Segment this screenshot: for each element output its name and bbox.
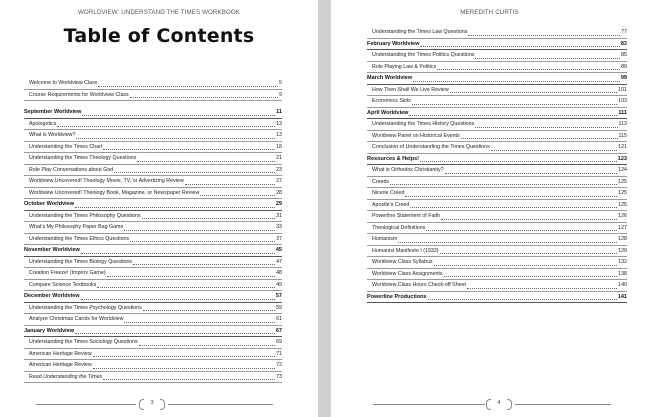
toc-entry-page: 9	[279, 91, 282, 98]
toc-entry	[24, 142, 282, 154]
toc-entry	[367, 177, 627, 189]
toc-entry-title: Role Playing Law & Politics	[372, 63, 437, 70]
toc-entry	[24, 257, 282, 269]
toc-entry-page: 11	[276, 109, 282, 115]
toc-entry	[24, 222, 282, 234]
toc-entry-page: 37	[276, 235, 282, 242]
toc-entry	[367, 96, 627, 108]
toc-entry-page: 67	[275, 327, 282, 334]
dot-leader	[390, 183, 617, 185]
toc-entry-page: 121	[618, 144, 627, 150]
running-head: WORLDVIEW: UNDERSTAND THE TIMES WORKBOOK	[77, 9, 241, 16]
toc-entry	[24, 153, 282, 165]
toc-list	[367, 27, 627, 303]
toc-section-heading	[367, 292, 627, 304]
toc-entry	[367, 119, 627, 131]
dot-leader	[441, 218, 617, 220]
toc-entry	[367, 234, 627, 246]
dot-leader	[467, 287, 617, 289]
dot-leader	[450, 91, 618, 93]
dot-leader	[93, 367, 275, 369]
toc-entry	[24, 280, 282, 292]
toc-entry-title: Compare Science Textbooks	[29, 281, 97, 288]
dot-leader	[475, 57, 620, 59]
dot-leader	[200, 194, 275, 196]
toc-entry	[24, 234, 282, 246]
toc-entry	[24, 90, 282, 102]
dot-leader	[428, 298, 617, 300]
toc-entry-page: 72	[276, 362, 282, 368]
toc-entry-page: 77	[621, 29, 627, 35]
toc-entry-page: 29	[275, 201, 282, 207]
toc-entry	[367, 165, 627, 177]
toc-section-heading	[24, 107, 282, 119]
dot-leader	[93, 355, 275, 357]
toc-entry-title: February Worldview	[367, 40, 420, 47]
page-number: 3	[139, 398, 165, 409]
dot-leader	[461, 137, 618, 139]
toc-entry	[367, 269, 627, 281]
toc-entry-title: What’s My Philosophy Paper Bag Game	[29, 224, 124, 230]
toc-entry-title: Creeds	[372, 178, 390, 185]
toc-entry-page: 129	[618, 247, 627, 254]
dot-leader	[440, 252, 618, 254]
toc-entry-page: 18	[276, 143, 282, 150]
toc-entry-title: October Worldview	[24, 201, 75, 207]
toc-entry-title: Humanism	[372, 236, 398, 242]
toc-entry	[24, 211, 282, 223]
toc-entry-title: Creation Freeze! (Improv Game)	[29, 270, 106, 276]
dot-leader	[107, 275, 276, 277]
dot-leader	[133, 263, 275, 265]
toc-entry-page: 99	[620, 75, 627, 81]
dot-leader	[437, 68, 620, 70]
dot-leader	[468, 34, 620, 36]
toc-entry-title: Understanding the Times Philosophy Questions	[29, 212, 141, 219]
toc-entry-page: 141	[617, 293, 627, 300]
toc-entry-page: 89	[621, 63, 627, 70]
dot-leader	[420, 45, 619, 47]
dot-leader	[491, 149, 617, 151]
dot-leader	[426, 229, 617, 231]
toc-entry-page: 23	[276, 166, 282, 173]
toc-entry-page: 126	[618, 213, 627, 219]
left-page	[0, 0, 318, 417]
toc-entry	[367, 142, 627, 154]
toc-entry-title-prefix: Read	[29, 373, 44, 380]
toc-entry-title: Understanding the Times Psychology Questions	[29, 304, 142, 311]
toc-entry	[24, 337, 282, 349]
toc-entry	[367, 131, 627, 143]
toc-entry-title	[29, 372, 102, 383]
toc-entry-title: Apologetics	[29, 120, 57, 127]
dot-leader	[409, 114, 617, 116]
running-head: MEREDITH CURTIS	[460, 9, 519, 16]
toc-section-heading	[367, 39, 627, 51]
toc-entry-title: September Worldview	[24, 109, 82, 115]
toc-entry	[24, 188, 282, 200]
dot-leader	[81, 298, 275, 300]
page-number: 4	[486, 398, 512, 409]
dot-leader	[57, 125, 275, 127]
toc-entry-title: December Worldview	[24, 293, 80, 299]
dot-leader	[103, 148, 275, 150]
toc-entry	[367, 200, 627, 212]
footer-rule-right	[515, 404, 611, 405]
toc-entry	[24, 130, 282, 142]
toc-entry-title: Understanding the Times Theology Questions	[29, 155, 137, 161]
toc-entry-page: 101	[618, 86, 627, 93]
dot-leader	[124, 321, 275, 323]
toc-entry-title: Worldview Class Hours Check-off Sheet	[372, 282, 467, 288]
toc-entry-title: Worldview Uncovered! Theology Book, Magazine, or Newspaper Review	[29, 189, 200, 196]
toc-section-heading	[24, 245, 282, 257]
page-footer	[0, 398, 318, 410]
toc-entry-page: 59	[276, 304, 282, 311]
toc-entry-page: 21	[276, 155, 282, 161]
toc-entry	[367, 27, 627, 39]
toc-entry	[24, 78, 282, 90]
toc-entry	[24, 268, 282, 280]
dot-leader	[410, 206, 617, 208]
toc-entry-page: 140	[618, 282, 627, 288]
toc-entry-page: 31	[276, 212, 282, 219]
toc-entry	[367, 223, 627, 235]
toc-entry-title: American Heritage Review	[29, 350, 92, 357]
toc-section-heading	[24, 291, 282, 303]
toc-entry-page: 47	[276, 258, 282, 265]
toc-entry-title: How Then Shall We Live Review	[372, 86, 449, 93]
dot-leader	[76, 137, 275, 139]
toc-entry	[24, 119, 282, 131]
dot-leader	[137, 160, 275, 162]
dot-leader	[412, 103, 617, 105]
dot-leader	[413, 80, 620, 82]
toc-entry-page: 127	[618, 224, 627, 231]
toc-section-heading	[367, 73, 627, 85]
toc-entry-page: 13	[276, 120, 282, 127]
toc-entry-page: 71	[276, 350, 282, 357]
toc-entry	[24, 165, 282, 177]
toc-entry-title: Understanding the Times Law Questions	[372, 29, 468, 35]
toc-entry	[24, 360, 282, 372]
toc-entry-title: Humanist Manifesto I (1933)	[372, 247, 439, 254]
toc-entry-title: Understanding the Times Sociology Questions	[29, 339, 138, 345]
toc-entry-title: Worldview Uncovered! Theology Movie, TV, or Advertizing Review	[29, 178, 184, 184]
toc-entry-title: Powerline Statement of Faith	[372, 213, 441, 219]
toc-entry-page: 115	[618, 132, 627, 139]
toc-entry	[367, 188, 627, 200]
toc-entry-page: 33	[276, 224, 282, 230]
toc-entry-page: 69	[276, 339, 282, 345]
toc-entry	[24, 314, 282, 326]
toc-entry-title: Role Play Conversations about God	[29, 166, 114, 173]
dot-leader	[81, 252, 275, 254]
toc-entry	[24, 176, 282, 188]
toc-entry	[24, 372, 282, 384]
toc-entry-title: What is Orthodox Christianity?	[372, 167, 444, 173]
footer-rule-left	[373, 404, 485, 405]
toc-section-heading	[24, 199, 282, 211]
toc-entry	[367, 257, 627, 269]
toc-entry-title: Resources & Helps!	[367, 155, 419, 162]
toc-entry-title: April Worldview	[367, 109, 409, 116]
dot-leader	[97, 286, 275, 288]
dot-leader	[142, 217, 276, 219]
toc-entry-page: 13	[276, 132, 282, 138]
toc-section-heading	[367, 108, 627, 120]
dot-leader	[444, 275, 618, 277]
toc-entry-title: Theological Definitions	[372, 224, 426, 231]
toc-entry-page: 48	[276, 270, 282, 276]
toc-entry	[367, 50, 627, 62]
toc-list	[24, 78, 282, 383]
toc-entry-title: Understanding the Times Biology Questions	[29, 258, 133, 265]
toc-entry	[367, 85, 627, 97]
toc-entry	[24, 303, 282, 315]
toc-entry	[367, 62, 627, 74]
toc-entry-page: 73	[276, 373, 282, 380]
toc-entry-title: Analyze Christmas Carols for Worldview	[29, 316, 124, 322]
toc-section-heading	[24, 326, 282, 338]
toc-entry-page: 138	[618, 270, 627, 277]
footer-rule-left	[36, 404, 136, 405]
dot-leader	[130, 96, 278, 98]
toc-entry-page: 125	[618, 190, 627, 196]
toc-entry-page: 132	[618, 259, 627, 265]
dot-leader	[103, 378, 275, 380]
toc-entry-page: 128	[618, 236, 627, 242]
dot-leader	[139, 344, 275, 346]
toc-entry-page: 45	[275, 247, 282, 253]
toc-entry-title: Course Requirements for Worldview Class	[29, 91, 129, 98]
toc-entry-page: 5	[279, 80, 282, 86]
toc-entry-title: Understanding the Times Politics Questions	[372, 52, 475, 58]
dot-leader	[398, 241, 617, 243]
dot-leader	[445, 172, 618, 174]
toc-entry-title: American Heritage Review	[29, 362, 92, 368]
page-footer	[331, 398, 648, 410]
toc-entry	[367, 246, 627, 258]
toc-entry-page: 123	[617, 155, 627, 162]
toc-section-heading	[367, 154, 627, 166]
toc-entry-title: Welcome to Worldview Class	[29, 80, 98, 86]
right-page	[331, 0, 648, 417]
toc-entry-page: 103	[618, 98, 627, 104]
toc-entry-page: 57	[275, 293, 282, 299]
footer-rule-right	[168, 404, 273, 405]
toc-entry-page: 27	[276, 178, 282, 184]
toc-entry-title: Powerline Productions	[367, 293, 427, 300]
dot-leader	[185, 183, 275, 185]
toc-entry-title: Worldview Class Syllabus	[372, 259, 433, 265]
toc-entry-title: Conclusion of Understanding the Times Questions	[372, 144, 490, 150]
toc-entry-page: 61	[276, 316, 282, 322]
toc-entry-title: January Worldview	[24, 327, 75, 334]
dot-leader	[75, 206, 275, 208]
toc-entry-page: 125	[618, 178, 627, 185]
toc-entry-title: Understanding the Times History Questions	[372, 121, 475, 127]
dot-leader	[130, 240, 275, 242]
toc-entry	[367, 280, 627, 292]
toc-entry-title: Apostle’s Creed	[372, 201, 410, 208]
toc-entry-title: March Worldview	[367, 75, 413, 81]
toc-entry-title: Economics Skits	[372, 98, 411, 104]
page-gutter	[318, 0, 331, 417]
toc-entry-page: 85	[621, 52, 627, 58]
toc-entry-page: 124	[618, 167, 627, 173]
toc-entry	[24, 349, 282, 361]
dot-leader	[75, 332, 275, 334]
toc-entry-title: Worldview Panel on Historical Events	[372, 132, 460, 139]
dot-leader	[405, 195, 617, 197]
page-title: Table of Contents	[63, 25, 255, 47]
toc-entry-page: 49	[276, 281, 282, 288]
toc-entry	[367, 211, 627, 223]
toc-entry-page: 28	[276, 189, 282, 196]
toc-entry-title: What is Worldview?	[29, 132, 76, 138]
toc-entry-title: Understanding the Times Ethics Questions	[29, 235, 130, 242]
dot-leader	[475, 126, 617, 128]
toc-entry-page: 113	[618, 121, 627, 127]
dot-leader	[420, 160, 617, 162]
toc-entry-title: Worldview Class Assignments	[372, 270, 443, 277]
toc-entry-title: Nicene Creed	[372, 190, 405, 196]
toc-entry-page: 111	[618, 109, 627, 116]
dot-leader	[124, 229, 275, 231]
toc-entry-page: 125	[618, 201, 627, 208]
dot-leader	[98, 85, 278, 87]
toc-entry-title: November Worldview	[24, 247, 80, 253]
dot-leader	[143, 309, 275, 311]
toc-entry-page: 83	[620, 40, 627, 47]
dot-leader	[82, 114, 275, 116]
toc-entry-title: Understanding the Times Chart	[29, 143, 103, 150]
dot-leader	[114, 171, 275, 173]
dot-leader	[434, 264, 618, 266]
toc-entry-title-italic: Understanding the Times	[43, 373, 103, 380]
